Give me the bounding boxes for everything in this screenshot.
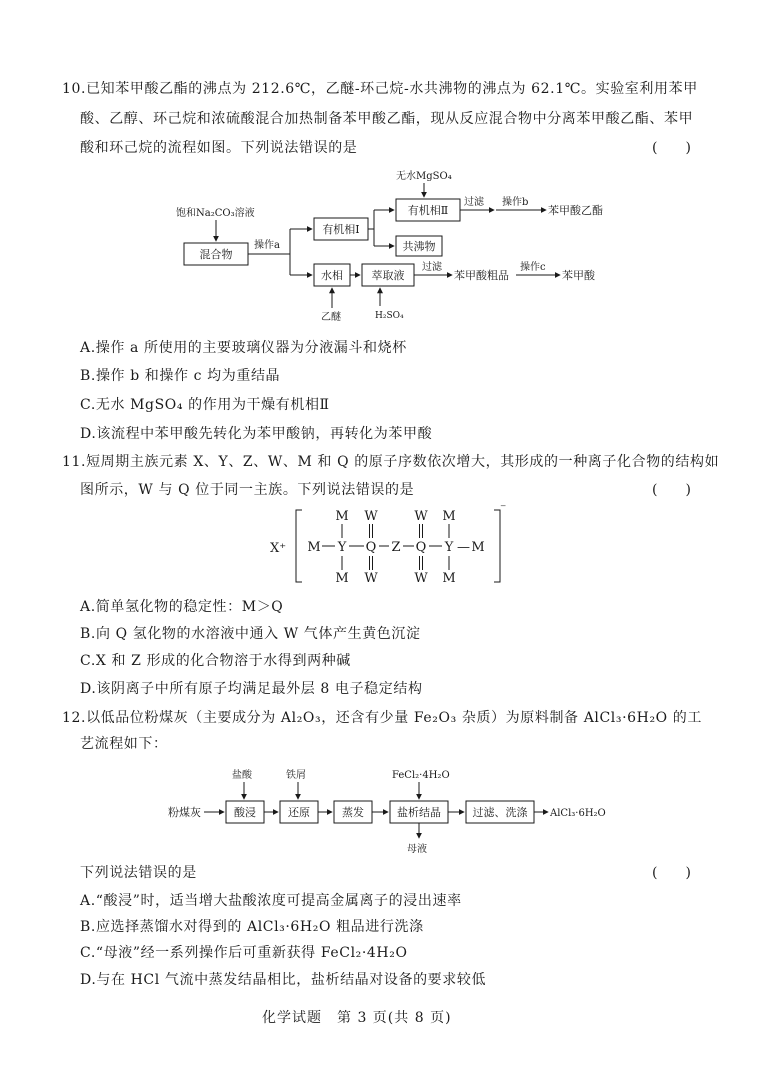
- q12-reagent-fecl2: FeCl₂·4H₂O: [392, 770, 450, 781]
- q11-option-d[interactable]: D.该阴离子中所有原子均满足最外层 8 电子稳定结构: [80, 681, 423, 697]
- q10-option-d[interactable]: D.该流程中苯甲酸先转化为苯甲酸钠，再转化为苯甲酸: [80, 426, 433, 442]
- q12-reagent-iron: 铁屑: [286, 770, 306, 781]
- q10-organic2-label: 有机相Ⅱ: [407, 204, 449, 217]
- q12-salting: 盐析结晶: [397, 806, 441, 819]
- q11-atom-W-top-1: W: [364, 509, 378, 524]
- q12-reduce: 还原: [288, 806, 310, 819]
- q10-mgso4: 无水MgSO₄: [396, 171, 452, 182]
- q10-product-acid: 苯甲酸: [562, 269, 595, 282]
- q11-option-b[interactable]: B.向 Q 氢化物的水溶液中通入 W 气体产生黄色沉淀: [80, 626, 421, 642]
- q11-atom-Z: Z: [391, 540, 401, 555]
- q11-option-c[interactable]: C.X 和 Z 形成的化合物溶于水得到两种碱: [80, 653, 351, 669]
- q10-extract-label: 萃取液: [371, 269, 405, 282]
- q10-mixture-label: 混合物: [199, 248, 233, 261]
- q10-filter1: 过滤: [464, 197, 484, 208]
- q10-op-b: 操作b: [502, 197, 529, 208]
- q11-structure: [0, 500, 761, 592]
- q11-stem-line-1: 11.短周期主族元素 X、Y、Z、W、M 和 Q 的原子序数依次增大，其形成的一种离子化合物的结构如: [62, 454, 720, 470]
- q10-filter2: 过滤: [422, 262, 442, 273]
- q12-filter: 过滤、洗涤: [472, 806, 528, 819]
- q11-stem-line-2: 图所示，W 与 Q 位于同一主族。下列说法错误的是: [80, 482, 415, 498]
- page-footer: 化学试题 第 3 页(共 8 页): [262, 1010, 452, 1026]
- q12-option-a[interactable]: A.“酸浸”时，适当增大盐酸浓度可提高金属离子的浸出速率: [80, 893, 462, 909]
- q12-flowchart: [0, 760, 761, 860]
- q10-product-ester: 苯甲酸乙酯: [548, 204, 603, 217]
- q11-atom-M-left: M: [307, 540, 321, 555]
- q11-anion-charge: ⁻: [500, 501, 507, 515]
- q12-option-b[interactable]: B.应选择蒸馏水对得到的 AlCl₃·6H₂O 粗品进行洗涤: [80, 919, 424, 935]
- q12-leach: 酸浸: [234, 806, 256, 819]
- q10-flowchart: [0, 160, 761, 330]
- q12-start: 粉煤灰: [168, 806, 201, 819]
- q12-stem-line-2: 艺流程如下：: [80, 736, 168, 752]
- q10-op-c: 操作c: [520, 262, 546, 273]
- q11-atom-W-top-2: W: [414, 509, 428, 524]
- q10-stem-line-3: 酸和环己烷的流程如图。下列说法错误的是: [80, 140, 358, 156]
- q11-atom-M-bot-1: M: [335, 571, 349, 586]
- q11-answer-paren: ( ): [652, 482, 691, 498]
- q10-aqueous-label: 水相: [321, 269, 343, 282]
- q11-atom-W-bot-2: W: [414, 571, 428, 586]
- q11-atom-Q-left: Q: [365, 540, 377, 555]
- q11-atom-Y-left: Y: [337, 540, 347, 555]
- q11-atom-W-bot-1: W: [364, 571, 378, 586]
- q11-atom-M-top-2: M: [442, 509, 456, 524]
- q12-reagent-hcl: 盐酸: [232, 770, 252, 781]
- q10-option-c[interactable]: C.无水 MgSO₄ 的作用为干燥有机相Ⅱ: [80, 397, 330, 413]
- q11-atom-M-bot-2: M: [442, 571, 456, 586]
- q10-option-b[interactable]: B.操作 b 和操作 c 均为重结晶: [80, 368, 281, 384]
- q12-option-d[interactable]: D.与在 HCl 气流中蒸发结晶相比，盐析结晶对设备的要求较低: [80, 972, 487, 988]
- q11-atom-Y-right: Y: [444, 540, 454, 555]
- q12-stem-line-1: 12.以低品位粉煤灰（主要成分为 Al₂O₃，还含有少量 Fe₂O₃ 杂质）为原料制备 AlCl₃·6H₂O 的工: [62, 710, 702, 726]
- q10-op-a: 操作a: [254, 240, 280, 251]
- q11-option-a[interactable]: A.简单氢化物的稳定性：M＞Q: [80, 599, 284, 615]
- q10-answer-paren: ( ): [652, 140, 691, 156]
- q10-stem-line-1: 10.已知苯甲酸乙酯的沸点为 212.6℃，乙醚-环己烷-水共沸物的沸点为 62.1℃。实验室利用苯甲: [62, 81, 698, 97]
- q10-organic1-label: 有机相Ⅰ: [322, 223, 360, 236]
- q12-product: AlCl₃·6H₂O: [550, 808, 606, 819]
- q10-h2so4: H₂SO₄: [375, 311, 404, 321]
- q12-mother-liquor: 母液: [407, 844, 427, 855]
- q12-answer-paren: ( ): [652, 865, 691, 881]
- q11-atom-M-right: M: [471, 540, 485, 555]
- q10-option-a[interactable]: A.操作 a 所使用的主要玻璃仪器为分液漏斗和烧杯: [80, 340, 407, 356]
- q11-bond-dash: —: [457, 540, 470, 555]
- q12-option-c[interactable]: C.“母液”经一系列操作后可重新获得 FeCl₂·4H₂O: [80, 945, 408, 961]
- q10-crude-acid: 苯甲酸粗品: [454, 269, 509, 282]
- q10-reagent-na2co3: 饱和Na₂CO₃溶液: [176, 208, 255, 219]
- q10-ether: 乙醚: [321, 312, 341, 323]
- q10-azeotrope-label: 共沸物: [402, 240, 436, 253]
- q11-atom-Q-right: Q: [415, 540, 427, 555]
- q11-atom-M-top-1: M: [335, 509, 349, 524]
- q10-stem-line-2: 酸、乙醇、环己烷和浓硫酸混合加热制备苯甲酸乙酯，现从反应混合物中分离苯甲酸乙酯、苯甲: [80, 111, 694, 127]
- q12-evap: 蒸发: [342, 806, 364, 819]
- q11-cation: X⁺: [270, 541, 287, 556]
- q12-ask: 下列说法错误的是: [80, 865, 197, 881]
